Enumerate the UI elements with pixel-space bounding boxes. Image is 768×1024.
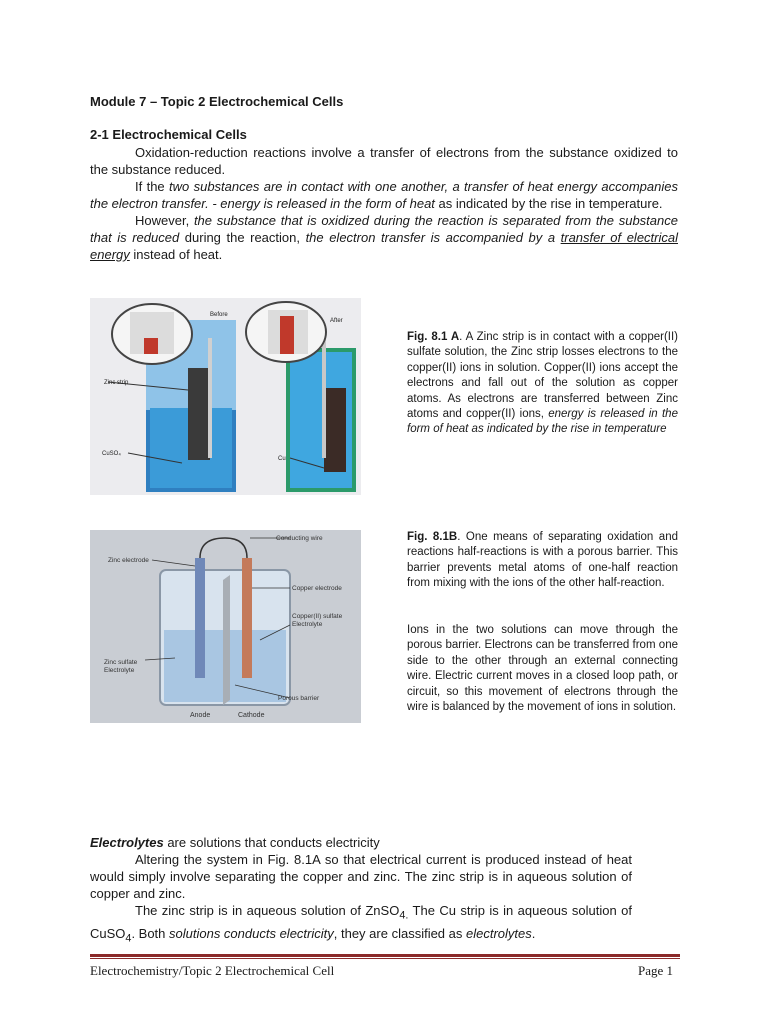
- electrolytes-term: Electrolytes: [90, 835, 164, 850]
- subscript: 4.: [399, 909, 409, 922]
- label-conducting-wire: Conducting wire: [276, 535, 323, 542]
- label-cathode: Cathode: [238, 712, 265, 719]
- module-title: Module 7 – Topic 2 Electrochemical Cells: [90, 94, 344, 109]
- caption-label: Fig. 8.1 A: [407, 331, 460, 343]
- figure-8-1a-image: [90, 298, 361, 495]
- figure-8-1b-caption-2: Ions in the two solutions can move through the porous barrier. Electrons can be transferred from one side to the other through an external connecting wire. Electric current moves in a closed loop path, or circuit, so this movement of electrons through the wire is balanced by the movement of ions in solution.: [407, 624, 678, 714]
- label-zinc-strip: Zinc strip: [104, 380, 129, 386]
- text-run: , they are classified as: [333, 925, 466, 941]
- label-porous-barrier: Porous barrier: [278, 695, 320, 702]
- intro-paragraph-1: Oxidation-reduction reactions involve a transfer of electrons from the substance oxidized to the substance reduced.: [90, 145, 678, 177]
- underlined-term: transfer of electrical energy: [90, 230, 678, 262]
- emphasis-text: solutions conducts electricity: [169, 925, 334, 941]
- emphasis-text: the electron transfer is accompanied by a: [305, 230, 561, 245]
- electrolytes-paragraph-2: Altering the system in Fig. 8.1A so that electrical current is produced instead of heat would simply involve separating the copper and zinc. The zinc strip is in aqueous solution of copper and zinc.: [90, 852, 632, 901]
- emphasis-text: two substances are in contact with one another, a transfer of heat energy accompanies the electron transfer. - energy is released in the form of heat: [90, 179, 678, 211]
- caption-text: . One means of separating oxidation and reactions half-reactions is with a porous barrier. This barrier prevents metal atoms of one-half reaction from mixing with the ions of the other half-reaction.: [407, 531, 678, 590]
- label-copper-electrolyte: Electrolyte: [292, 621, 323, 628]
- electrolytes-section: [90, 834, 632, 947]
- electrochemical-cell-diagram: [90, 530, 361, 723]
- intro-text: [90, 144, 678, 263]
- label-zinc-sulfate: Zinc sulfate: [104, 659, 138, 666]
- figure-8-1a-caption: [407, 330, 678, 438]
- intro-paragraph-2: [90, 178, 678, 212]
- intro-paragraph-3: [90, 212, 678, 263]
- subscript: 4: [125, 932, 132, 945]
- label-copper-electrode: Copper electrode: [292, 585, 342, 592]
- electrolytes-paragraph-3: [90, 902, 632, 947]
- text-run: However,: [135, 213, 194, 228]
- text-run: as indicated by the rise in temperature.: [434, 196, 663, 211]
- section-title: 2-1 Electrochemical Cells: [90, 127, 247, 142]
- figure-8-1b-image: [90, 530, 361, 723]
- emphasis-text: electrolytes: [466, 925, 532, 941]
- label-copper-sulfate: Copper(II) sulfate: [292, 613, 343, 620]
- label-before: Before: [210, 312, 228, 318]
- label-zinc-electrolyte: Electrolyte: [104, 667, 135, 674]
- page-number: Page 1: [638, 963, 674, 978]
- footer-rule-thick: [90, 954, 680, 957]
- text-run: The zinc strip is in aqueous solution of ZnSO: [135, 903, 400, 918]
- label-anode: Anode: [190, 712, 211, 719]
- caption-emphasis: energy is released in the form of heat as indicated by the rise in temperature: [407, 408, 678, 436]
- text-run: instead of heat.: [129, 247, 223, 262]
- text-run: during the reaction,: [179, 230, 306, 245]
- text-run: If the: [135, 179, 170, 194]
- zinc-copper-beaker-illustration: [90, 298, 361, 495]
- text-run: . Both: [131, 925, 170, 941]
- label-zinc-electrode: Zinc electrode: [108, 557, 149, 564]
- label-cu: Cu: [278, 456, 286, 462]
- caption-label: Fig. 8.1B: [407, 531, 458, 543]
- text-run: .: [531, 925, 536, 941]
- label-cuso4: CuSO₄: [102, 451, 121, 457]
- emphasis-text: the substance that is oxidized during the reaction is separated from the substance that is reduced: [90, 213, 678, 245]
- electrolytes-definition: [90, 834, 632, 851]
- footer-title: Electrochemistry/Topic 2 Electrochemical Cell: [90, 963, 335, 978]
- caption-text: . A Zinc strip is in contact with a copper(II) sulfate solution, the Zinc strip losses electrons to the copper(II) ions in solution. Copper(II) ions accept the electrons and fall out of the solution as copper atoms. As electrons are transferred between Zinc atoms and copper(II) ions,: [407, 331, 678, 421]
- label-after: After: [330, 318, 343, 324]
- figure-8-1b-caption: [407, 530, 678, 592]
- text-run: The Cu strip is in aqueous solution of CuSO: [90, 903, 632, 941]
- definition-text: are solutions that conducts electricity: [163, 835, 380, 850]
- footer-rule-thin: [90, 958, 680, 959]
